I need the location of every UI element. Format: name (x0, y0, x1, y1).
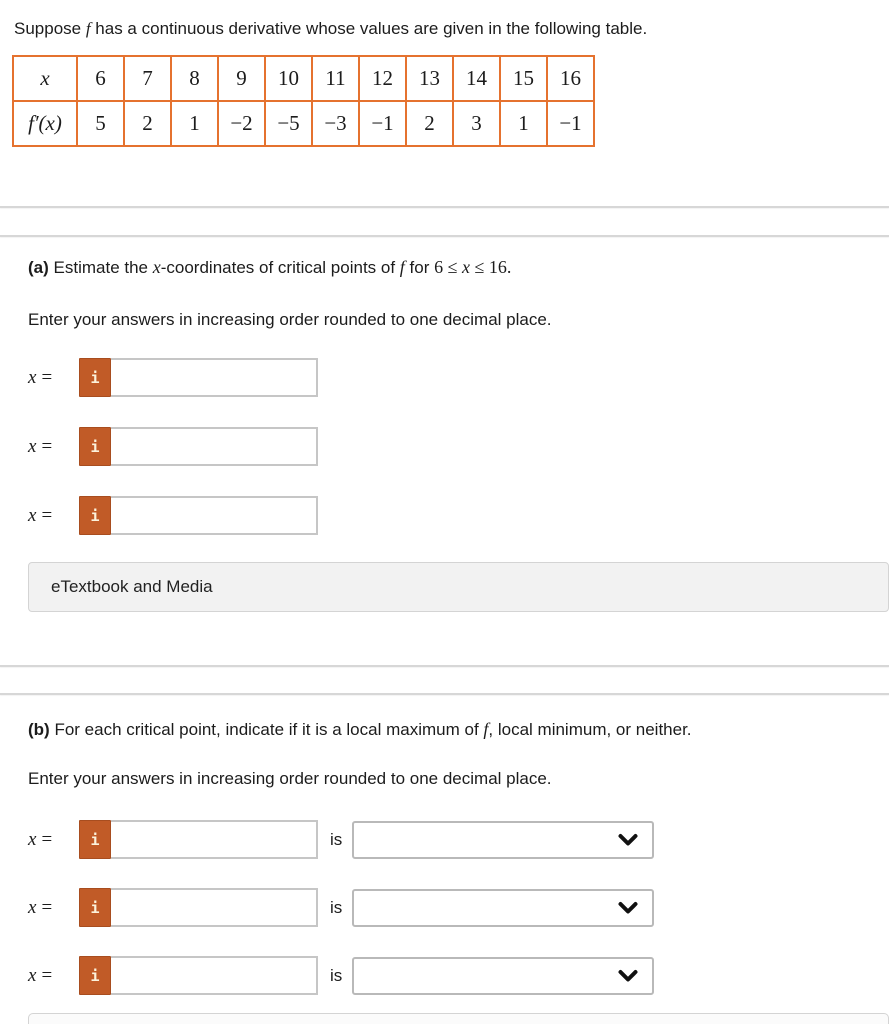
math-x: x (152, 257, 161, 277)
math-f: f (483, 719, 489, 739)
statement-text: Suppose (14, 19, 86, 38)
answer-input-a2[interactable] (111, 427, 318, 466)
answer-input-b2[interactable] (111, 888, 318, 927)
table-x-value: 9 (218, 56, 265, 101)
part-a-instruction: Enter your answers in increasing order rounded to one decimal place. (28, 310, 552, 329)
heading-text: Estimate the (53, 258, 153, 277)
table-fprime-value: 3 (453, 101, 500, 146)
table-fprime-value: −5 (265, 101, 312, 146)
math-f: f (399, 257, 405, 277)
table-header-x: x (13, 56, 77, 101)
heading-text: for (404, 258, 435, 277)
heading-text: , local minimum, or neither. (488, 720, 692, 739)
table-x-value: 14 (453, 56, 500, 101)
answer-row-b3 (28, 956, 654, 995)
etextbook-media-button[interactable]: eTextbook and Media (28, 562, 889, 612)
section-divider (0, 235, 889, 237)
table-x-value: 10 (265, 56, 312, 101)
table-row-x (13, 56, 594, 101)
answer-input-a3[interactable] (111, 496, 318, 535)
derivative-table (12, 55, 595, 147)
table-x-value: 13 (406, 56, 453, 101)
classification-select-b1[interactable] (352, 821, 654, 859)
problem-statement (14, 19, 647, 39)
table-fprime-value: −1 (547, 101, 594, 146)
info-button[interactable]: i (79, 496, 111, 535)
part-b-label: (b) (28, 720, 50, 739)
x-equals-label: x = (28, 828, 53, 850)
table-x-value: 16 (547, 56, 594, 101)
answer-row-a3 (28, 496, 318, 535)
table-x-value: 6 (77, 56, 124, 101)
answer-input-b3[interactable] (111, 956, 318, 995)
answer-row-b2 (28, 888, 654, 927)
x-equals-label: x = (28, 964, 53, 986)
x-equals-label: x = (28, 435, 53, 457)
table-row-fprime (13, 101, 594, 146)
math-condition: 6 ≤ (434, 257, 462, 277)
classification-select-b3[interactable] (352, 957, 654, 995)
table-fprime-value: 5 (77, 101, 124, 146)
table-x-value: 7 (124, 56, 171, 101)
chevron-down-icon (618, 833, 638, 846)
table-fprime-value: 1 (171, 101, 218, 146)
table-fprime-value: −3 (312, 101, 359, 146)
section-divider (0, 693, 889, 695)
is-label: is (330, 829, 343, 849)
math-f: f (85, 19, 91, 38)
table-fprime-value: 2 (406, 101, 453, 146)
answer-input-b1[interactable] (111, 820, 318, 859)
info-button[interactable]: i (79, 956, 111, 995)
info-button[interactable]: i (79, 888, 111, 927)
table-x-value: 11 (312, 56, 359, 101)
table-fprime-value: 2 (124, 101, 171, 146)
chevron-down-icon (618, 901, 638, 914)
section-divider (0, 206, 889, 208)
math-condition: ≤ 16. (470, 257, 512, 277)
statement-text: has a continuous derivative whose values are given in the following table. (90, 19, 648, 38)
is-label: is (330, 897, 343, 917)
answer-input-a1[interactable] (111, 358, 318, 397)
collapsed-panel-bar[interactable] (28, 1013, 889, 1024)
table-x-value: 15 (500, 56, 547, 101)
info-button[interactable]: i (79, 358, 111, 397)
x-equals-label: x = (28, 366, 53, 388)
table-x-value: 12 (359, 56, 406, 101)
table-fprime-value: −2 (218, 101, 265, 146)
heading-text: For each critical point, indicate if it is a local maximum of (54, 720, 484, 739)
answer-row-b1 (28, 820, 654, 859)
table-header-fprime: f′(x) (13, 101, 77, 146)
table-x-value: 8 (171, 56, 218, 101)
heading-text: -coordinates of critical points of (160, 258, 400, 277)
answer-row-a2 (28, 427, 318, 466)
x-equals-label: x = (28, 504, 53, 526)
part-b-heading (28, 719, 692, 740)
is-label: is (330, 965, 343, 985)
table-fprime-value: −1 (359, 101, 406, 146)
info-button[interactable]: i (79, 427, 111, 466)
info-button[interactable]: i (79, 820, 111, 859)
section-divider (0, 665, 889, 667)
part-b-instruction: Enter your answers in increasing order rounded to one decimal place. (28, 769, 552, 788)
chevron-down-icon (618, 969, 638, 982)
x-equals-label: x = (28, 896, 53, 918)
answer-row-a1 (28, 358, 318, 397)
classification-select-b2[interactable] (352, 889, 654, 927)
table-fprime-value: 1 (500, 101, 547, 146)
math-x: x (462, 257, 470, 277)
part-a-heading (28, 257, 511, 278)
part-a-label: (a) (28, 258, 49, 277)
